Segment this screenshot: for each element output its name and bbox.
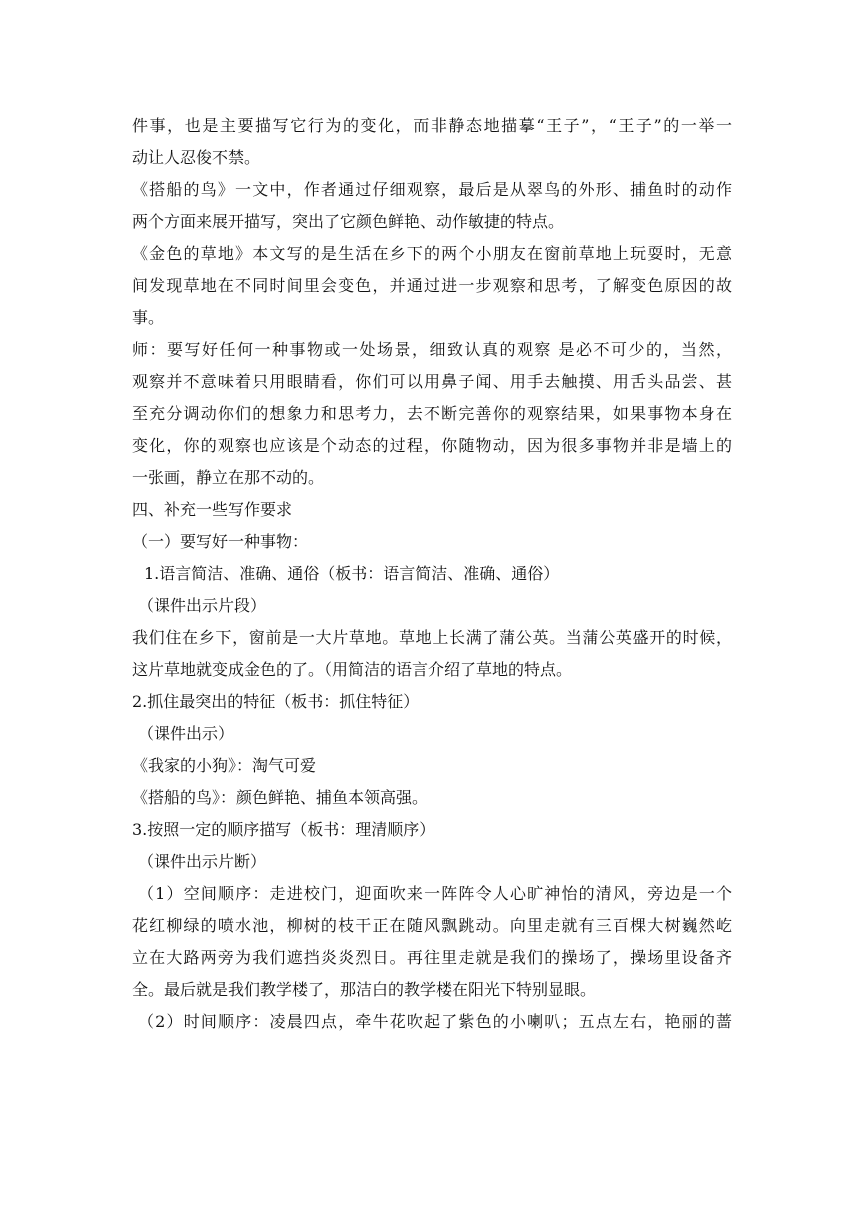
courseware-note: （课件出示片段） [138,596,267,615]
text-line: 立在大路两旁为我们遮挡炎炎烈日。再往里走就是我们的操场了，操场里设备齐 [132,948,732,967]
text-line: 一张画，静立在那不动的。 [132,468,325,487]
text-line: 这片草地就变成金色的了。（用简洁的语言介绍了草地的特点。 [132,660,573,679]
document-body [132,110,732,1038]
paragraph-time-order [132,1006,732,1038]
text-line: 事。 [132,308,165,327]
paragraph-spatial-order [132,878,732,1006]
text-line: 我们住在乡下，窗前是一大片草地。草地上长满了蒲公英。当蒲公英盛开的时候， [132,628,732,647]
paragraph-golden-meadow [132,238,732,334]
text-line: 花红柳绿的喷水池，柳树的枝干正在随风飘跳动。向里走就有三百棵大树巍然屹 [132,916,732,935]
text-line: 《金色的草地》本文写的是生活在乡下的两个小朋友在窗前草地上玩耍时，无意 [132,244,732,263]
list-item: 3.按照一定的顺序描写（板书：理清顺序） [132,820,436,839]
text-line: 《搭船的鸟》一文中，作者通过仔细观察，最后是从翠鸟的外形、捕鱼时的动作 [132,180,732,199]
text-line: 变化，你的观察也应该是个动态的过程，你随物动，因为很多事物并非是墙上的 [132,436,732,455]
list-item: 1.语言简洁、准确、通俗（板书：语言简洁、准确、通俗） [144,564,560,583]
text-line: 观察并不意味着只用眼睛看，你们可以用鼻子闻、用手去触摸、用舌头品尝、甚 [132,372,732,391]
paragraph-boat-bird [132,174,732,238]
text-line: 全。最后就是我们教学楼了，那洁白的教学楼在阳光下特别显眼。 [132,980,597,999]
example-item: 《我家的小狗》：淘气可爱 [132,756,317,775]
paragraph-example-meadow [132,622,732,686]
text-line: （2）时间顺序：凌晨四点，牵牛花吹起了紫色的小喇叭；五点左右，艳丽的蔷 [138,1012,732,1031]
text-line: 件事，也是主要描写它行为的变化，而非静态地描摹“王子”，“王子”的一举一 [132,116,732,135]
text-line: 动让人忍俊不禁。 [132,148,261,167]
text-line: （1）空间顺序：走进校门，迎面吹来一阵阵令人心旷神怡的清风，旁边是一个 [138,884,732,903]
paragraph-teacher-remarks [132,334,732,494]
text-line: 至充分调动你们的想象力和思考力，去不断完善你的观察结果，如果事物本身在 [132,404,732,423]
section-heading: 四、补充一些写作要求 [132,500,293,519]
example-item: 《搭船的鸟》：颜色鲜艳、捕鱼本领高强。 [132,788,429,807]
text-line: 师：要写好任何一种事物或一处场景，细致认真的观察 是必不可少的，当然， [132,340,732,359]
courseware-note: （课件出示） [138,724,235,743]
subsection-heading: （一）要写好一种事物： [132,532,309,551]
list-item: 2.抓住最突出的特征（板书：抓住特征） [132,692,420,711]
paragraph-prince-summary [132,110,732,174]
text-line: 两个方面来展开描写，突出了它颜色鲜艳、动作敏捷的特点。 [132,212,565,231]
courseware-note: （课件出示片断） [138,852,267,871]
text-line: 间发现草地在不同时间里会变色，并通过进一步观察和思考，了解变色原因的故 [132,276,732,295]
